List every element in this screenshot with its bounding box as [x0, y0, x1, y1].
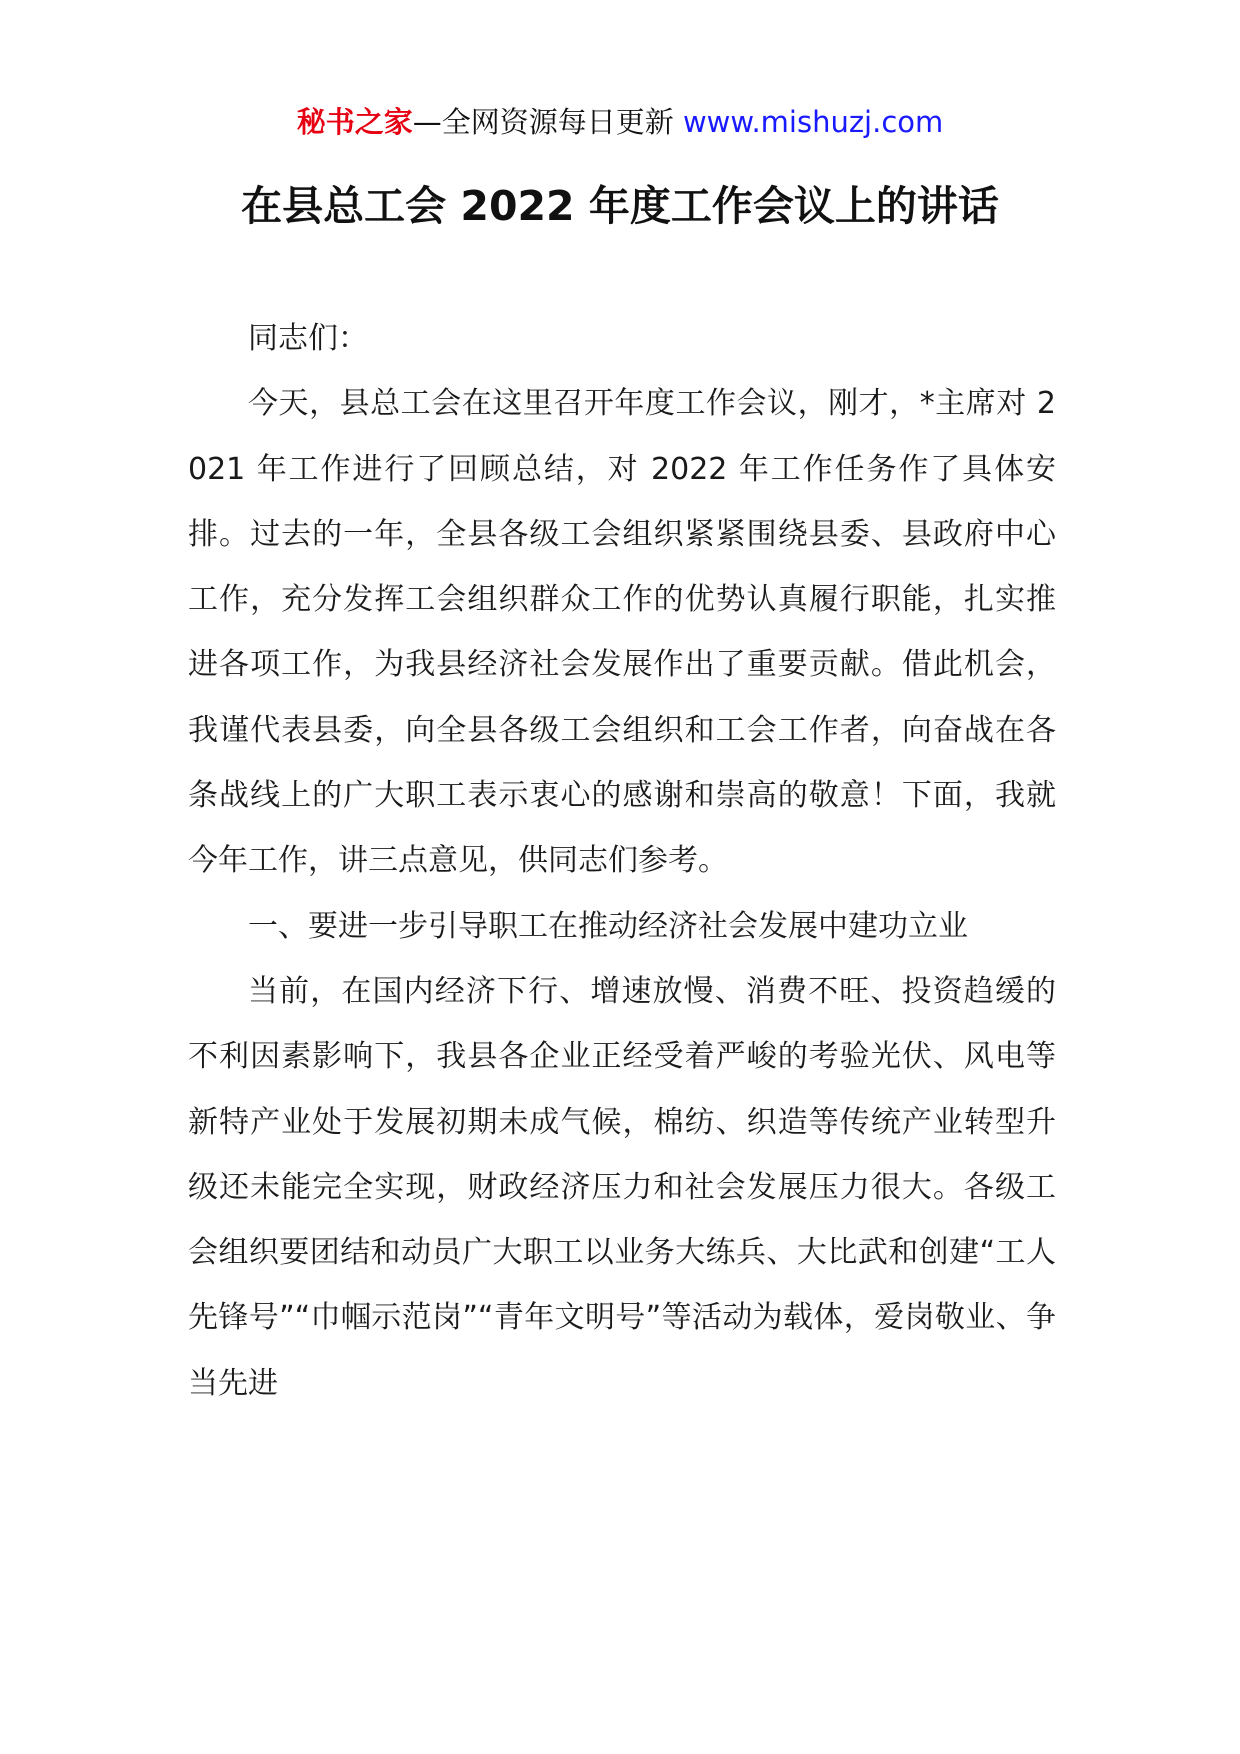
brand-name: 秘书之家 — [296, 105, 413, 139]
document-body — [188, 306, 1056, 1416]
section-heading-1: 一、要进一步引导职工在推动经济社会发展中建功立业 — [248, 908, 968, 944]
paragraph-section-1: 当前，在国内经济下行、增速放慢、消费不旺、投资趋缓的不利因素影响下，我县各企业正经受着严峻的考验光伏、风电等新特产业处于发展初期未成气候，棉纺、织造等传统产业转型升级还未能完全实现，财政经济压力和社会发展压力很大。各级工会组织要团结和动员广大职工以业务大练兵、大比武和创建“工人先锋号”“巾帼示范岗”“青年文明号”等活动为载体，爱岗敬业、争当先进 — [188, 973, 1056, 1401]
site-banner — [0, 100, 1240, 144]
salutation: 同志们： — [248, 321, 368, 356]
site-url-link[interactable]: www.mishuzj.com — [682, 105, 944, 139]
brand-tagline: —全网资源每日更新 — [412, 105, 674, 139]
paragraph-opening: 今天，县总工会在这里召开年度工作会议，刚才，*主席对 2021 年工作进行了回顾总结，对 2022 年工作任务作了具体安排。过去的一年，全县各级工会组织紧紧围绕县委、县政府中心工作，充分发挥工会组织群众工作的优势认真履行职能，扎实推进各项工作，为我县经济社会发展作出了重要贡献。借此机会，我谨代表县委，向全县各级工会组织和工会工作者，向奋战在各条战线上的广大职工表示衷心的感谢和崇高的敬意！下面，我就今年工作，讲三点意见，供同志们参考。 — [188, 386, 1056, 879]
document-title: 在县总工会 2022 年度工作会议上的讲话 — [241, 182, 999, 230]
